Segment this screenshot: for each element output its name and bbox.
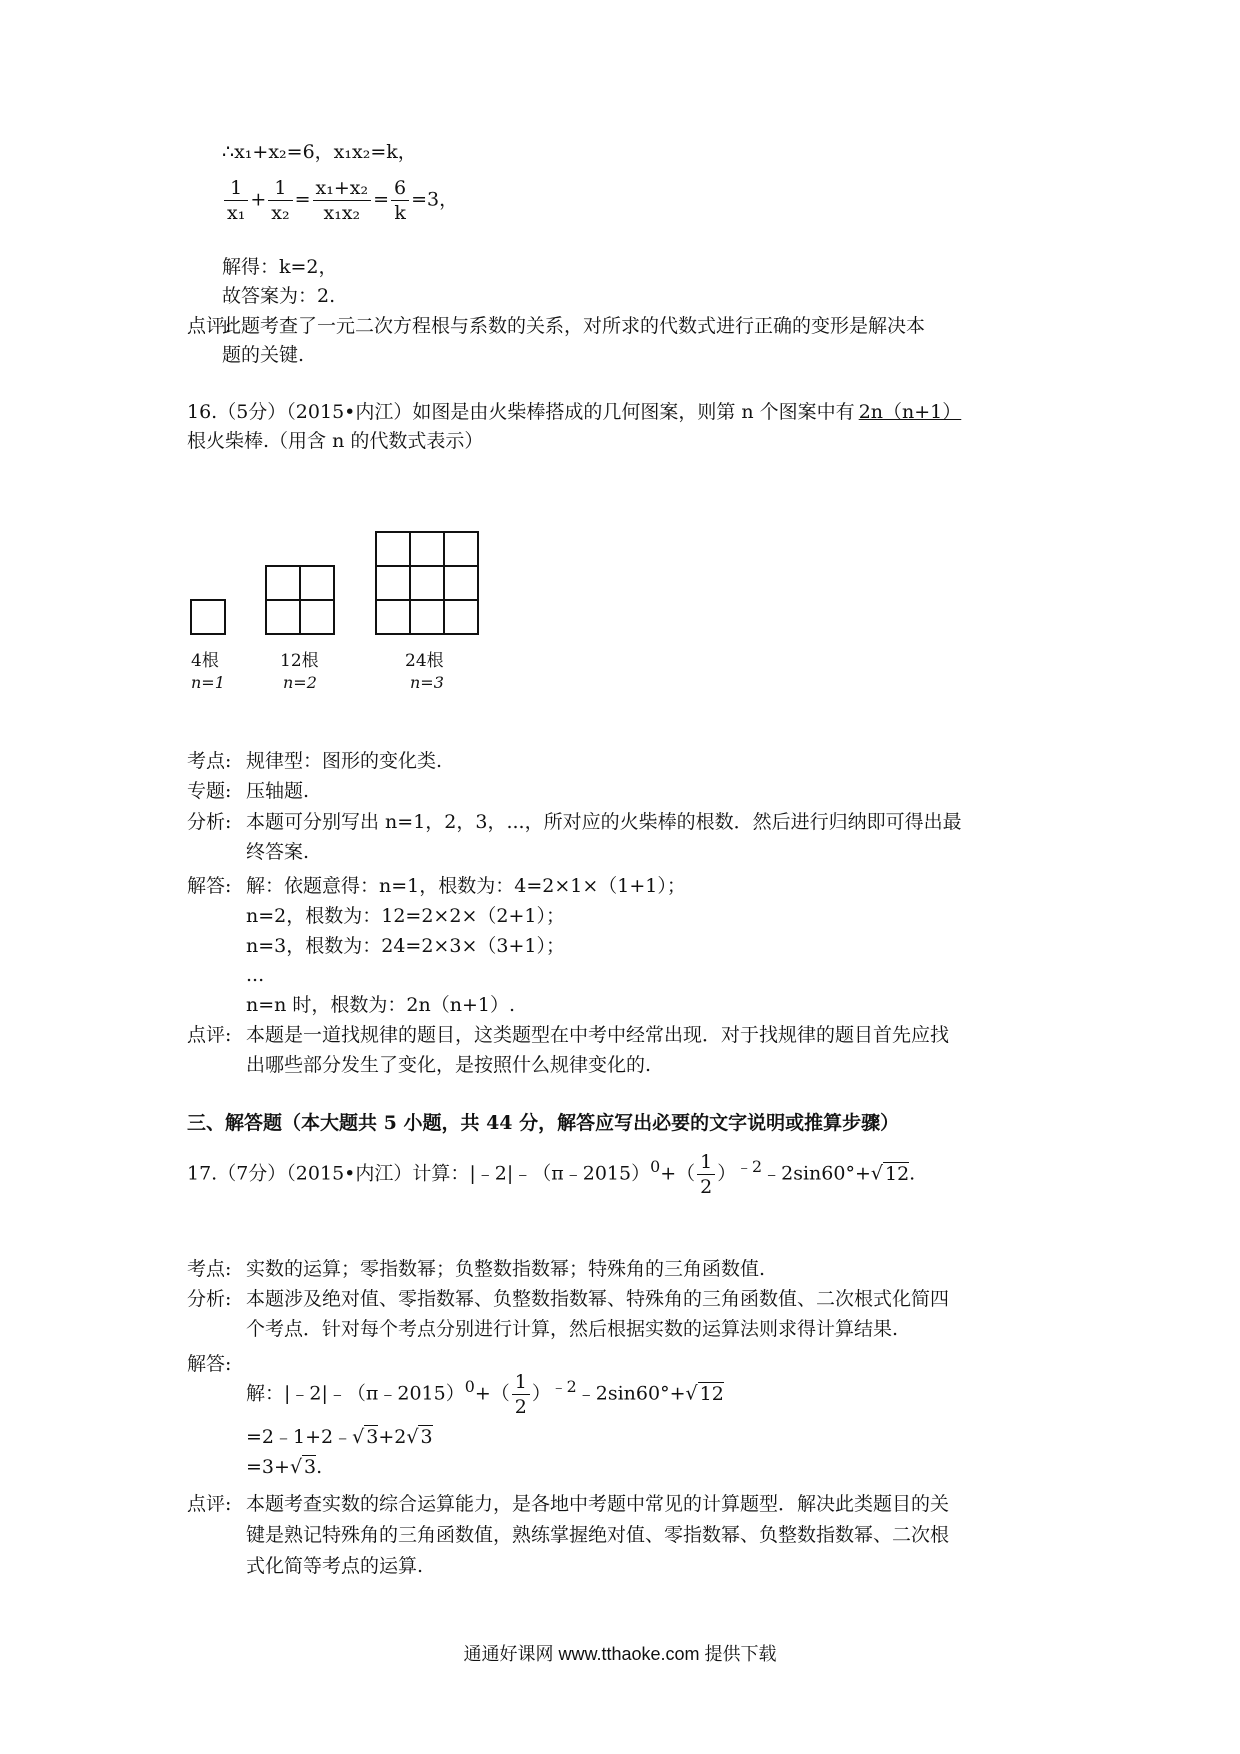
q15-answer: 故答案为：2. [222,285,336,307]
q16-kaodian: 规律型：图形的变化类. [246,750,443,772]
q17-dianping-1: 本题考查实数的综合运算能力，是各地中考题中常见的计算题型．解决此类题目的关 [246,1493,950,1515]
q16-fenxi-label: 分析: [187,811,232,833]
figure-2-label: 12根 [280,651,319,671]
q16-fenxi-2: 终答案. [246,841,310,863]
q16-jieda-2: n=2，根数为：12=2×2×（2+1）； [246,905,565,927]
q17-jieda-step3: =3+√ 3. [246,1456,323,1478]
q16-stem-1: 16.（5分）（2015•内江）如图是由火柴棒搭成的几何图案，则第 n 个图案中有 2n（n+1） [187,400,965,424]
q16-jieda-3: n=3，根数为：24=2×3×（3+1）； [246,935,565,957]
frac-a: $\frac{1}{\text{x₁}}$ [224,176,248,225]
q17-dianping-2: 键是熟记特殊角的三角函数值，熟练掌握绝对值、零指数幂、负整数指数幂、二次根 [246,1524,950,1546]
q15-fraction-equation: $\frac{1}{\text{x₁}}$ + $\frac{1}{\text{x₂}}$ = $\frac{\text{x₁+x₂}}{\text{x₁x₂}}$ = $\frac{6}{k}$ =3， [222,176,458,225]
q17-fenxi-2: 个考点．针对每个考点分别进行计算，然后根据实数的运算法则求得计算结果. [246,1318,899,1340]
frac-d: $\frac{6}{k}$ [391,176,409,225]
q17-jieda-step1: 解：|﹣2|﹣（π﹣2015）$^0$+（ $\frac{1}{2}$ ）$^{﹣2}$﹣2sin60°+√ 12 [246,1371,724,1418]
q17-half: $\frac{1}{2}$ [697,1150,715,1199]
section-3-title: 三、解答题（本大题共 5 小题，共 44 分，解答应写出必要的文字说明或推算步骤） [187,1112,900,1134]
figure-1-n: n=1 [191,673,225,692]
figure-2-n: n=2 [283,673,317,692]
q17-fenxi-1: 本题涉及绝对值、零指数幂、负整数指数幂、特殊角的三角函数值、二次根式化简四 [246,1288,950,1310]
q16-jieda-1: 解：依题意得：n=1，根数为：4=2×1×（1+1）； [246,875,686,897]
q16-jieda-4: ... [246,964,265,986]
q17-jieda-label: 解答: [187,1353,232,1375]
q17-dianping-label: 点评: [187,1493,232,1515]
q16-kaodian-label: 考点: [187,750,232,772]
sqrt-symbol: √ [870,1162,883,1185]
q17-fenxi-label: 分析: [187,1288,232,1310]
q17-dianping-3: 式化简等考点的运算. [246,1555,424,1577]
square-grid-2 [266,566,334,634]
q16-fenxi-1: 本题可分别写出 n=1，2，3，...，所对应的火柴棒的根数．然后进行归纳即可得出最 [246,811,962,833]
frac-c: $\frac{\text{x₁+x₂}}{\text{x₁x₂}}$ [313,176,372,225]
q17-kaodian: 实数的运算；零指数幂；负整数指数幂；特殊角的三角函数值. [246,1258,766,1280]
q15-comment-2: 题的关键. [222,344,305,366]
q16-answer: 2n（n+1） [858,401,962,423]
q15-solve: 解得：k=2， [222,256,338,278]
q16-stem-2: 根火柴棒.（用含 n 的代数式表示） [187,430,484,452]
figure-1-label: 4根 [191,651,219,671]
matchstick-figure [186,470,506,640]
q15-comment-1: 此题考查了一元二次方程根与系数的关系，对所求的代数式进行正确的变形是解决本 [222,315,926,337]
q16-zhuanti-label: 专题: [187,780,232,802]
q17-jieda-step2: =2﹣1+2﹣√ 3+2√ 3 [246,1426,433,1448]
q16-dianping-label: 点评: [187,1024,232,1046]
frac-b: $\frac{1}{\text{x₂}}$ [268,176,292,225]
figure-3-label: 24根 [405,651,444,671]
q16-dianping-1: 本题是一道找规律的题目，这类题型在中考中经常出现．对于找规律的题目首先应找 [246,1024,950,1046]
q17-kaodian-label: 考点: [187,1258,232,1280]
figure-3-n: n=3 [410,673,444,692]
q16-jieda-5: n=n 时，根数为：2n（n+1）. [246,994,516,1016]
footer-download-note: 通通好课网 www.tthaoke.com 提供下载 [463,1644,777,1664]
q17-stem: 17.（7分）（2015•内江）计算：|﹣2|﹣（π﹣2015）$^0$+（ $\frac{1}{2}$ ）$^{﹣2}$﹣2sin60°+√ 12. [187,1151,916,1198]
q16-zhuanti: 压轴题. [246,780,310,802]
q16-dianping-2: 出哪些部分发生了变化，是按照什么规律变化的. [246,1054,652,1076]
q17-jieda-half: $\frac{1}{2}$ [512,1370,530,1419]
square-grid-1 [191,600,225,634]
square-grid-3 [376,532,478,634]
q15-line1: ∴x₁+x₂=6，x₁x₂=k， [222,141,417,163]
q15-comment-label: 点评: [187,315,232,337]
q16-jieda-label: 解答: [187,875,232,897]
